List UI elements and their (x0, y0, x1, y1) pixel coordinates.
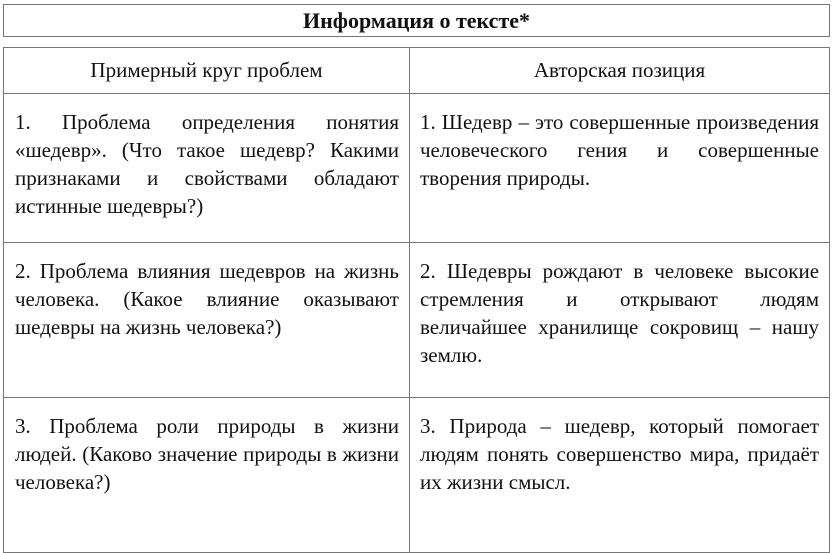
column-header-problems: Примерный круг проблем (4, 48, 410, 94)
table-title: Информация о тексте* (4, 5, 830, 37)
position-cell: 2. Шедевры рождают в человеке высокие стремления и открывают людям величайшее хранилище сокровищ – нашу землю. (410, 243, 830, 398)
problem-cell: 1. Проблема определения понятия «шедевр». (Что такое шедевр? Какими признаками и свойствами обладают истинные шедевры?) (4, 94, 410, 243)
position-cell: 1. Шедевр – это совершенные произведения человеческого гения и совершенные творения природы. (410, 94, 830, 243)
table-row (4, 243, 830, 398)
header-row (4, 48, 830, 94)
spacer-row (4, 37, 830, 48)
position-cell: 3. Природа – шедевр, который помогает людям понять совершенство мира, придаёт их жизни смысл. (410, 398, 830, 553)
column-header-author-position: Авторская позиция (410, 48, 830, 94)
problem-cell: 3. Проблема роли природы в жизни людей. (Каково значение природы в жизни человека?) (4, 398, 410, 553)
spacer-cell (4, 37, 830, 48)
text-info-table-container (3, 4, 829, 502)
problem-cell: 2. Проблема влияния шедевров на жизнь человека. (Какое влияние оказывают шедевры на жизнь человека?) (4, 243, 410, 398)
title-row (4, 5, 830, 37)
text-info-table (3, 4, 830, 553)
table-row (4, 398, 830, 553)
table-row (4, 94, 830, 243)
